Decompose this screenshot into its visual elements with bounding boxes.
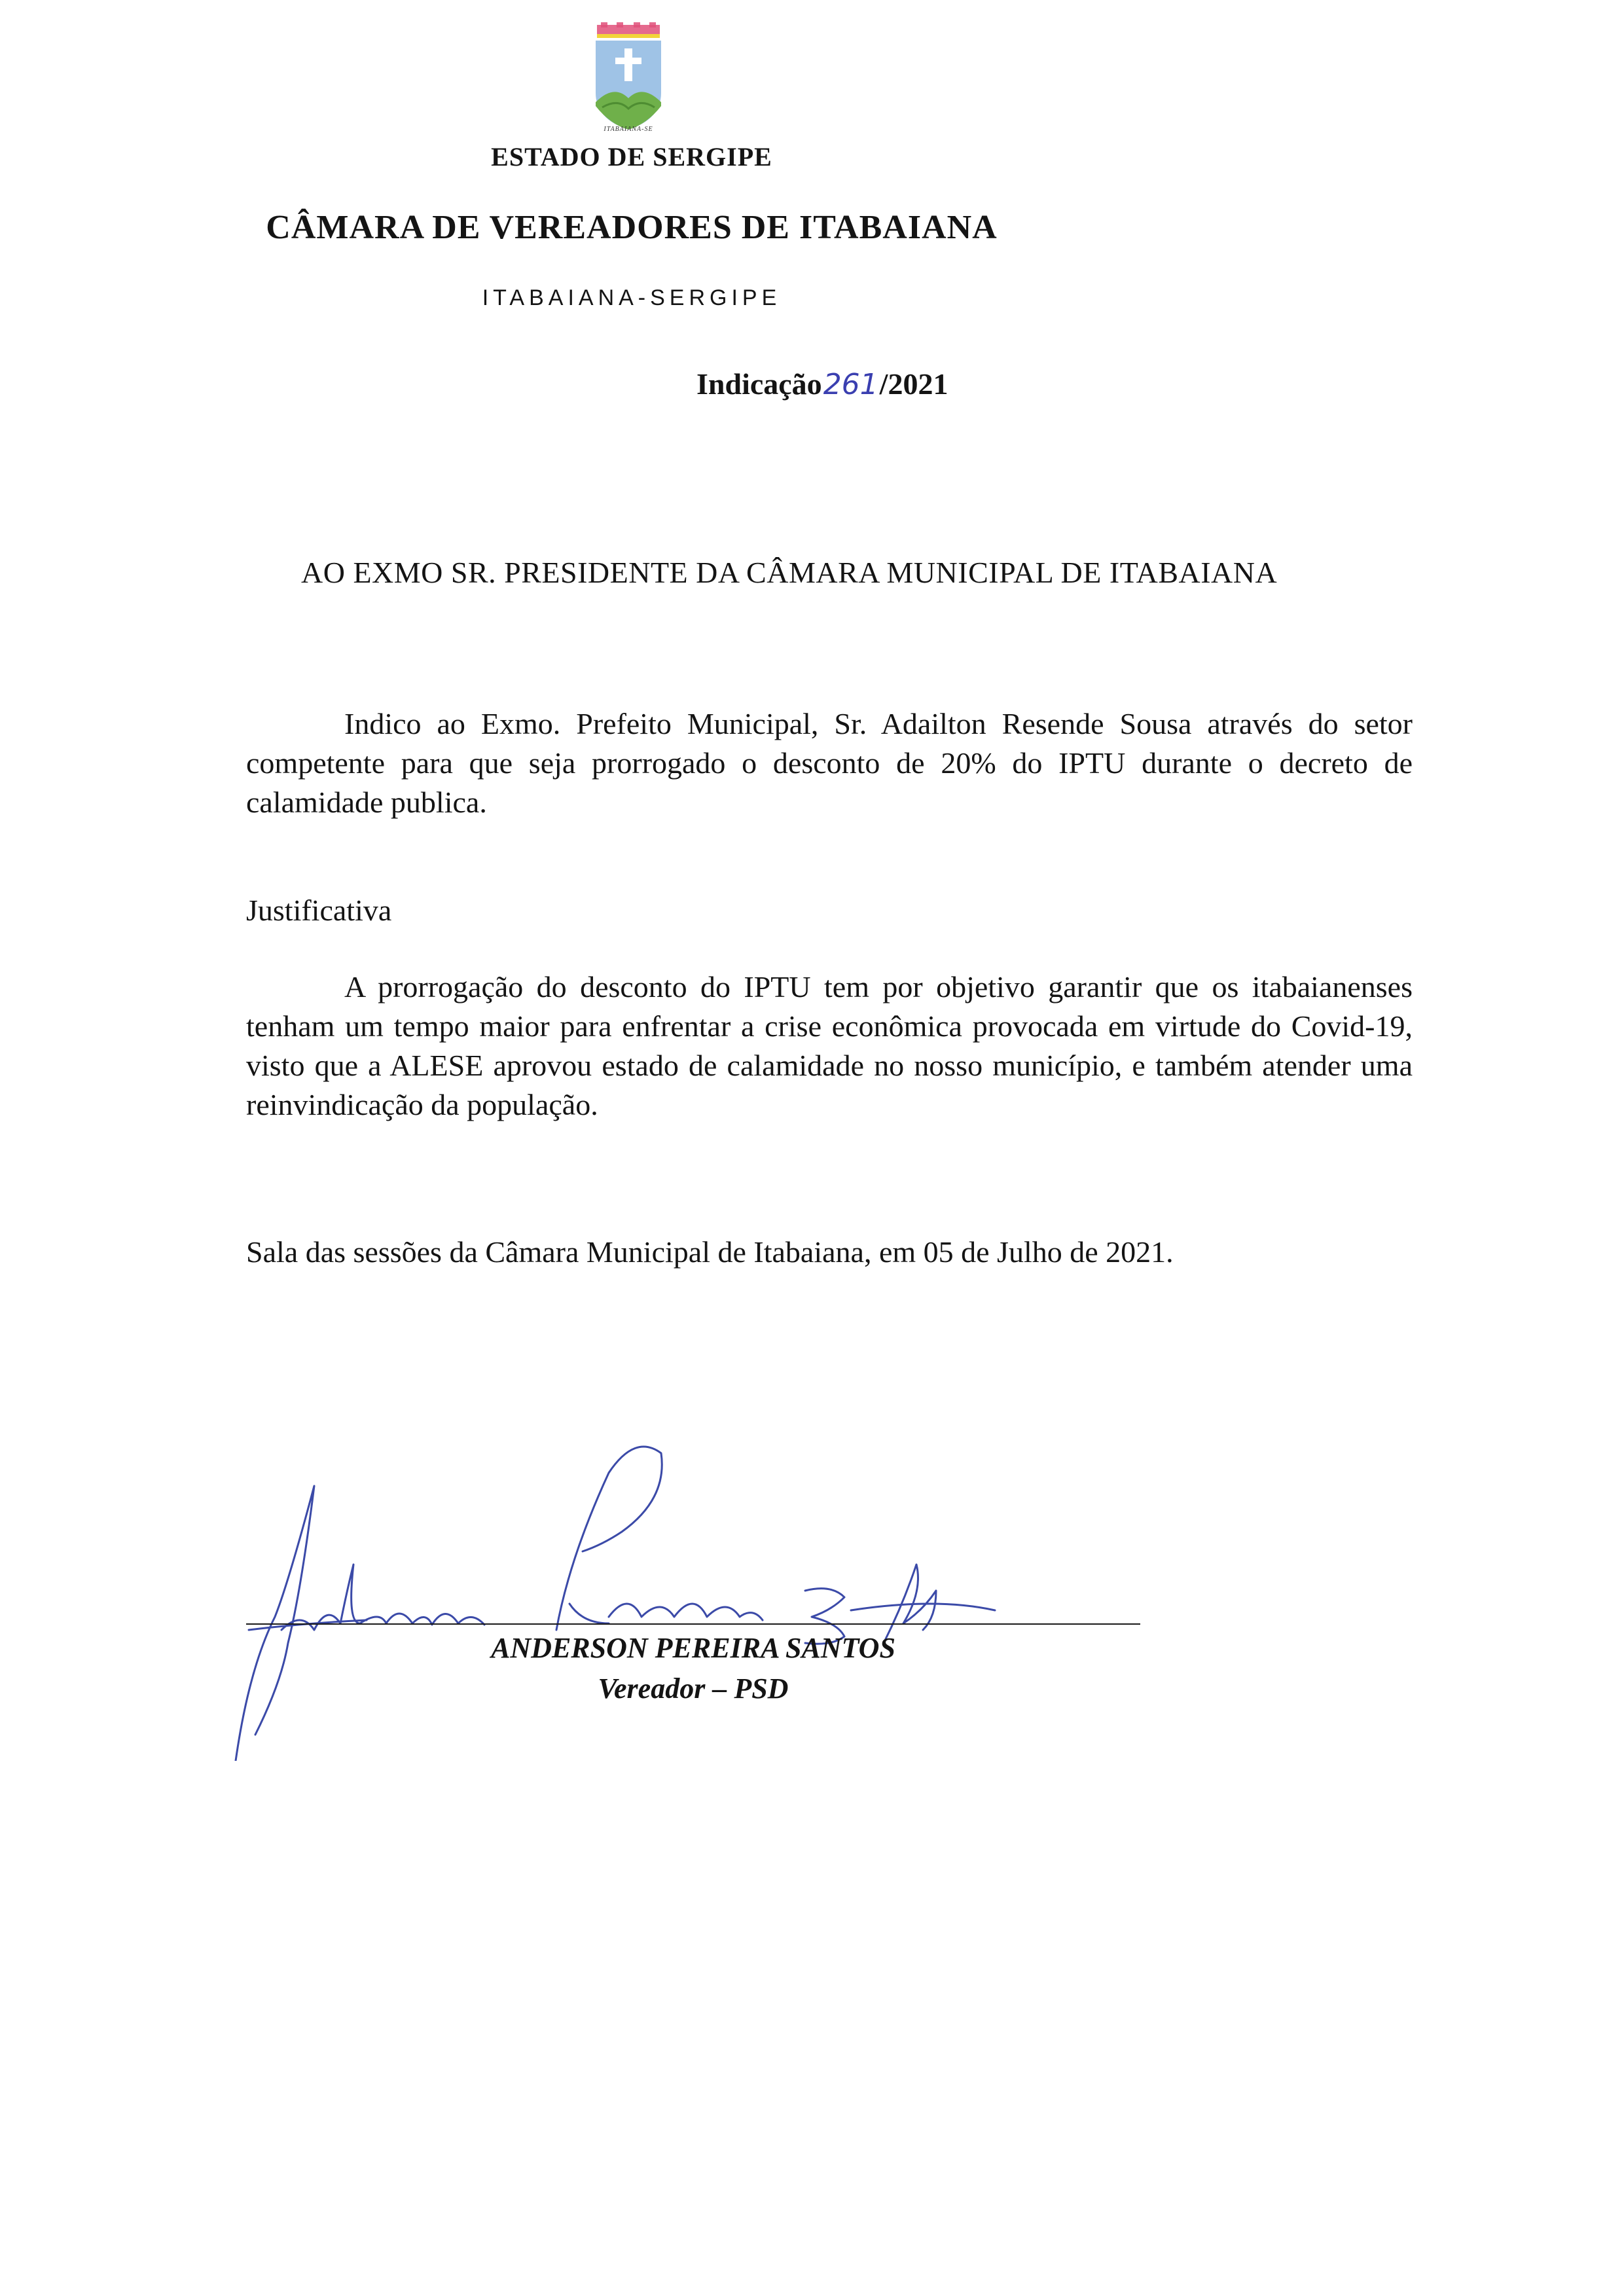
handwritten-number: 261 xyxy=(823,368,878,401)
crest-caption: ITABAIANA-SE xyxy=(604,126,653,133)
addressee-line: AO EXMO SR. PRESIDENTE DA CÂMARA MUNICIPAL DE ITABAIANA xyxy=(301,556,1278,589)
body-paragraph: Indico ao Exmo. Prefeito Municipal, Sr. Adailton Resende Sousa através do setor competente para que seja prorrogado o desconto de 20% do IPTU durante o decreto de calamidade publica. xyxy=(246,707,1413,819)
indicacao-number xyxy=(696,367,1024,401)
state-heading: ESTADO DE SERGIPE xyxy=(491,142,772,172)
signer-name: ANDERSON PEREIRA SANTOS xyxy=(491,1632,895,1664)
justification-paragraph: A prorrogação do desconto do IPTU tem por objetivo garantir que os itabaianenses tenham um tempo maior para enfrentar a crise econômica provocada em virtude do Covid-19, visto que a ALESE aprovou estado de calamidade no nosso município, e também atender uma reinvindicação da população. xyxy=(246,970,1413,1121)
closing-line: Sala das sessões da Câmara Municipal de Itabaiana, em 05 de Julho de 2021. xyxy=(246,1235,1174,1269)
indicacao-label: Indicação xyxy=(696,367,822,401)
signature-line xyxy=(246,1623,1140,1625)
handwritten-signature-icon xyxy=(151,1394,1047,1761)
city-subheading: ITABAIANA-SERGIPE xyxy=(482,285,782,310)
signer-role: Vereador – PSD xyxy=(598,1672,789,1705)
indicacao-year: /2021 xyxy=(879,367,948,401)
chamber-heading: CÂMARA DE VEREADORES DE ITABAIANA xyxy=(266,209,998,246)
municipal-crest-icon xyxy=(588,21,669,136)
justification-title: Justificativa xyxy=(246,894,392,927)
